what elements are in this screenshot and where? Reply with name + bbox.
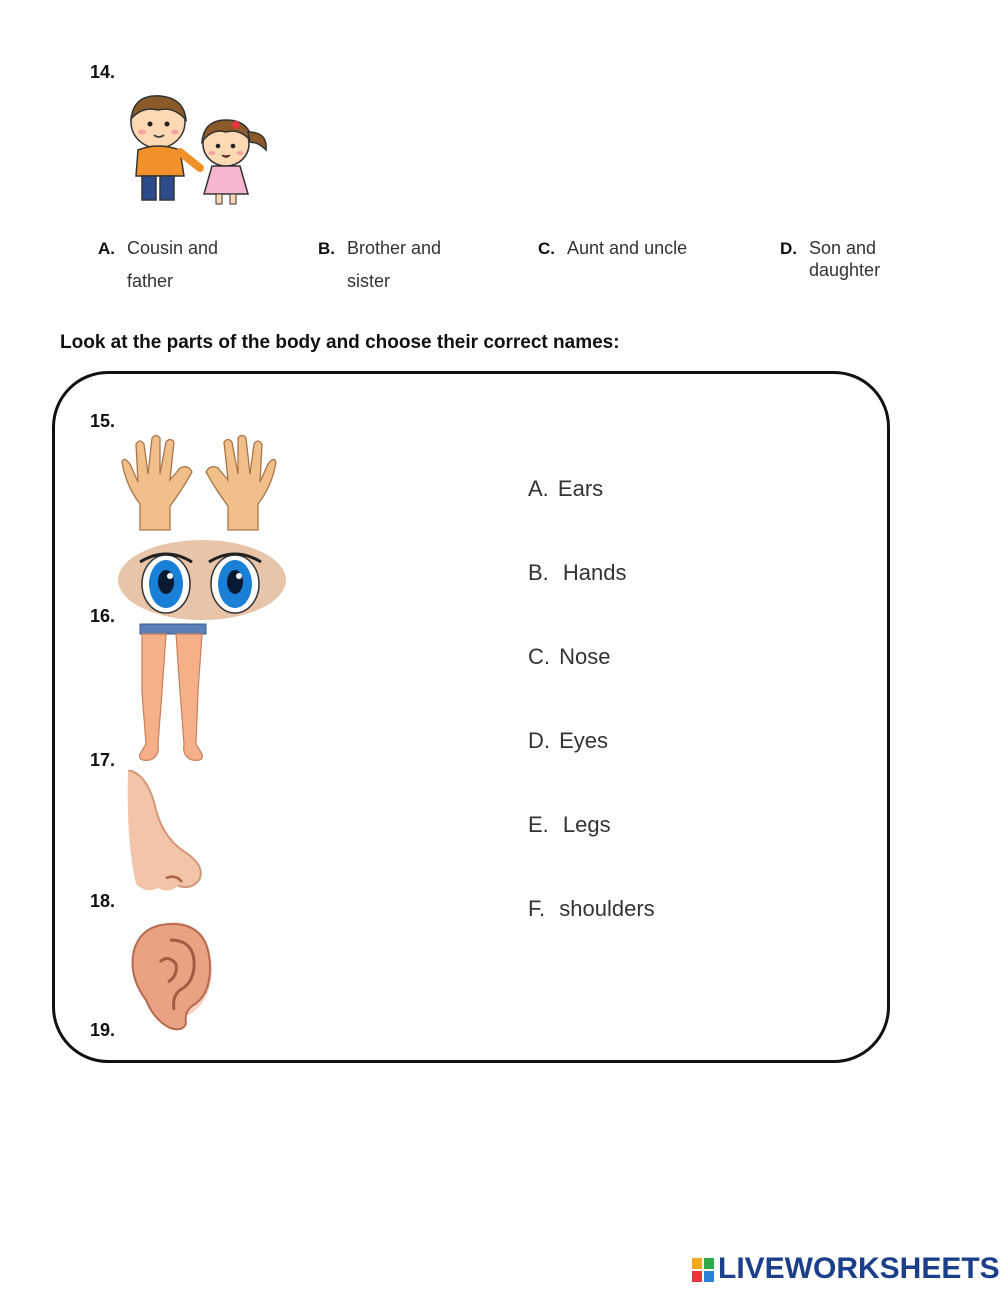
eyes-icon [118, 540, 286, 620]
answer-a-letter: A. [528, 476, 549, 501]
answer-a-text: Ears [557, 476, 604, 501]
nose-icon [122, 770, 206, 900]
answer-f-text: shoulders [559, 896, 655, 921]
answer-e-text: Legs [562, 812, 611, 837]
boy-and-girl-holding-hands-icon [122, 92, 272, 207]
question-number-17: 17. [90, 750, 116, 770]
answer-e [528, 812, 611, 838]
answer-b [528, 560, 627, 586]
question-number-19: 19. [90, 1020, 116, 1040]
q14-option-b-text: Brother and sister [347, 238, 442, 291]
liveworksheets-logo-icon [692, 1258, 714, 1282]
q14-option-d-letter: D. [780, 239, 797, 258]
answer-b-letter: B. [528, 560, 549, 585]
question-number-16: 16. [90, 606, 116, 626]
q14-option-b-letter: B. [318, 239, 335, 258]
hands-icon [118, 434, 280, 532]
answer-b-text: Hands [562, 560, 627, 585]
question-number-15: 15. [90, 411, 116, 431]
question-number-14: 14. [90, 62, 116, 82]
answer-e-letter: E. [528, 812, 549, 837]
q14-option-c-letter: C. [538, 239, 555, 258]
answer-d-letter: D. [528, 728, 550, 753]
ear-icon [124, 920, 216, 1032]
answer-d [528, 728, 608, 754]
liveworksheets-logo-text: LIVEWORKSHEETS [718, 1252, 1000, 1285]
answer-d-text: Eyes [559, 728, 609, 753]
legs-icon [128, 622, 212, 764]
q14-option-a-letter: A. [98, 239, 115, 258]
answer-c [528, 644, 610, 670]
answer-f [528, 896, 655, 922]
instruction-heading: Look at the parts of the body and choose their correct names: [60, 332, 620, 353]
answer-c-text: Nose [559, 644, 611, 669]
q14-option-a-text: Cousin and father [127, 238, 219, 291]
answer-c-letter: C. [528, 644, 550, 669]
answer-a [528, 476, 603, 502]
answer-f-letter: F. [528, 896, 546, 921]
q14-option-c-text: Aunt and uncle [567, 238, 688, 258]
q14-option-d-text: Son and daughter [809, 238, 881, 280]
question-number-18: 18. [90, 891, 116, 911]
